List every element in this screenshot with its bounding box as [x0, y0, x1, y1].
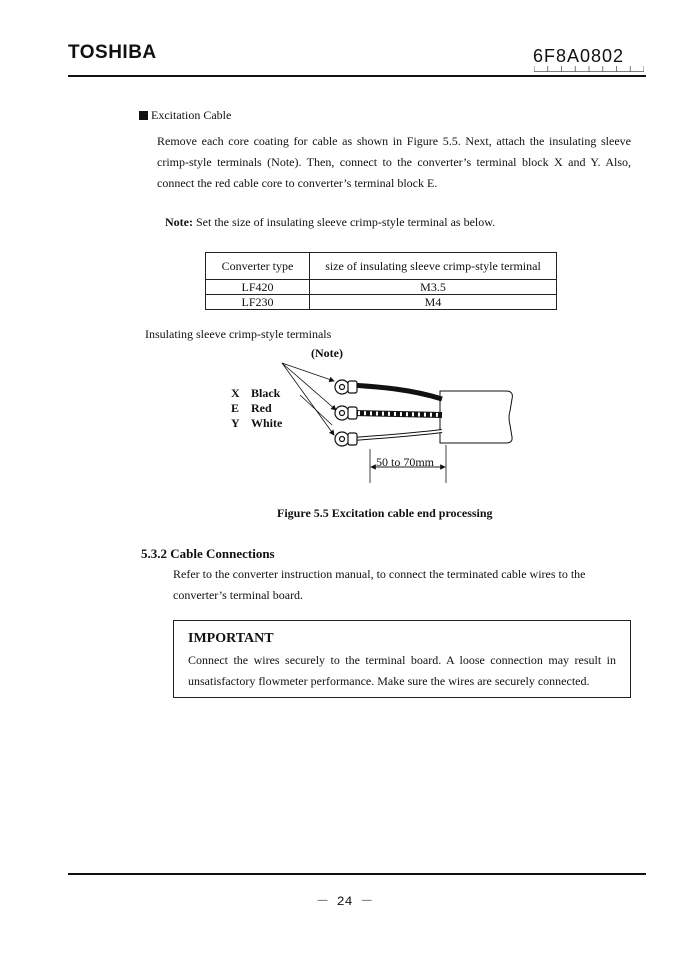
wire-label-e	[231, 401, 272, 416]
cable-connections-paragraph: Refer to the converter instruction manual, to connect the terminated cable wires to the converter’s terminal board.	[173, 567, 586, 602]
terminal-letter: E	[231, 401, 240, 415]
terminal-size-table	[205, 252, 557, 310]
excitation-paragraph: Remove each core coating for cable as shown in Figure 5.5. Next, attach the insulating sleeve crimp-style terminals (Note). Then, connect to the converter’s terminal block X and Y. Also, connect the red cable core to converter’s terminal block E.	[157, 134, 631, 190]
terminal-letter: X	[231, 386, 240, 400]
bullet-square-icon	[139, 111, 148, 120]
table-row	[206, 295, 557, 310]
note-text: Set the size of insulating sleeve crimp-style terminal as below.	[192, 215, 496, 229]
page-number: － 24 －	[316, 894, 374, 909]
figure-caption: Figure 5.5 Excitation cable end processing	[277, 506, 493, 520]
table-cell: M3.5	[310, 280, 557, 295]
dimension-label: 50 to 70mm	[376, 455, 435, 469]
figure-note-label: (Note)	[311, 346, 343, 360]
figure-top-caption: Insulating sleeve crimp-style terminals	[145, 327, 332, 341]
important-title: IMPORTANT	[188, 631, 274, 646]
crimp-terminal-icon	[335, 406, 357, 420]
note-line	[165, 215, 495, 230]
section-heading-excitation	[139, 108, 231, 123]
document-number: 6F8A0802	[533, 46, 625, 66]
table-cell: LF230	[206, 295, 310, 310]
section-heading-5-3-2: 5.3.2 Cable Connections	[141, 546, 275, 561]
toshiba-logo: TOSHIBA	[68, 42, 157, 63]
wire-color: Red	[251, 401, 272, 415]
table-cell: LF420	[206, 280, 310, 295]
table-header-row	[206, 253, 557, 280]
header-rule	[68, 75, 646, 77]
cable-jacket	[440, 391, 512, 443]
crimp-terminal-icon	[335, 380, 357, 394]
table-row	[206, 280, 557, 295]
wire-color: Black	[251, 386, 281, 400]
table-cell: M4	[310, 295, 557, 310]
table-header-cell: Converter type	[206, 253, 310, 280]
table-header-cell: size of insulating sleeve crimp-style terminal	[310, 253, 557, 280]
wire-color: White	[251, 416, 283, 430]
note-label: Note:	[165, 215, 193, 229]
footer-rule	[68, 873, 646, 875]
document-number-underline	[534, 66, 644, 72]
note-pointer-lines	[282, 363, 336, 435]
crimp-terminal-icon	[335, 432, 357, 446]
terminal-letter: Y	[231, 416, 240, 430]
excitation-heading-text: Excitation Cable	[151, 108, 232, 122]
black-wire	[352, 385, 442, 399]
important-text: Connect the wires securely to the terminal board. A loose connection may result in unsatisfactory flowmeter performance. Make sure the wires are securely connected.	[188, 653, 616, 688]
